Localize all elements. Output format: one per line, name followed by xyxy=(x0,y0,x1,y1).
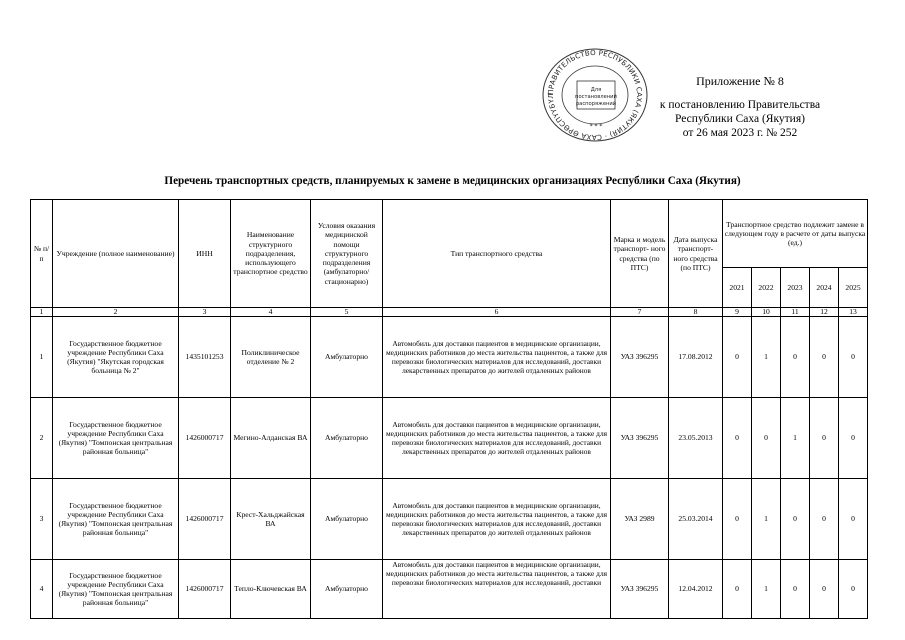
row-year-2025: 0 xyxy=(839,317,868,398)
column-number: 9 xyxy=(723,308,752,317)
row-year-2022: 1 xyxy=(752,317,781,398)
row-release-date: 23.05.2013 xyxy=(669,398,723,479)
vehicles-table xyxy=(30,199,868,619)
row-num: 2 xyxy=(31,398,53,479)
appendix-line-1: к постановлению Правительства xyxy=(659,99,821,111)
row-vehicle-type: Автомобиль для доставки пациентов в медицинские организации, медицинских работников до места жительства пациентов, а также для перевозки биологических материалов для исследований, доставки лекарственных препаратов до жителей отдаленных районов xyxy=(383,398,611,479)
row-division: Поликлиническое отделение № 2 xyxy=(231,317,311,398)
header-inn: ИНН xyxy=(179,200,231,308)
header-division: Наименование структурного подразделения, использующего транспортное средство xyxy=(231,200,311,308)
header-replacement: Транспортное средство подлежит замене в следующем году в расчете от даты выпуска (ед.) xyxy=(723,200,868,268)
row-institution: Государственное бюджетное учреждение Республики Саха (Якутия) "Томпонская центральная районная больница" xyxy=(53,398,179,479)
row-model: УАЗ 2989 xyxy=(611,479,669,560)
row-year-2024: 0 xyxy=(810,398,839,479)
table-row xyxy=(31,317,868,398)
row-year-2023: 0 xyxy=(781,560,810,619)
seal-center-line1: Для xyxy=(590,87,602,93)
column-number: 10 xyxy=(752,308,781,317)
row-year-2023: 0 xyxy=(781,317,810,398)
row-release-date: 12.04.2012 xyxy=(669,560,723,619)
row-inn: 1426000717 xyxy=(179,560,231,619)
header-conditions: Условия оказания медицинской помощи структурного подразделения (амбулаторно/ стационарно) xyxy=(311,200,383,308)
column-number: 5 xyxy=(311,308,383,317)
row-year-2023: 0 xyxy=(781,479,810,560)
row-year-2022: 1 xyxy=(752,560,781,619)
row-num: 3 xyxy=(31,479,53,560)
svg-text:* * *: * * * xyxy=(589,123,603,130)
row-vehicle-type-cell xyxy=(383,560,611,619)
column-number: 13 xyxy=(839,308,868,317)
column-number: 4 xyxy=(231,308,311,317)
row-vehicle-type: Автомобиль для доставки пациентов в медицинские организации, медицинских работников до места жительства пациентов, а также для перевозки биологических материалов для исследований, доставки лекарственных препаратов до жителей отдаленных районов xyxy=(383,317,611,398)
row-model: УАЗ 396295 xyxy=(611,398,669,479)
row-year-2024: 0 xyxy=(810,560,839,619)
header-vehicle-type: Тип транспортного средства xyxy=(383,200,611,308)
row-institution: Государственное бюджетное учреждение Республики Саха (Якутия) "Томпонская центральная районная больница" xyxy=(53,479,179,560)
header-year-2022: 2022 xyxy=(752,268,781,308)
table-row xyxy=(31,479,868,560)
document-title: Перечень транспортных средств, планируемых к замене в медицинских организациях Республики Саха (Якутия) xyxy=(164,175,741,187)
appendix-line-2: Республики Саха (Якутия) xyxy=(675,113,805,125)
row-release-date: 25.03.2014 xyxy=(669,479,723,560)
column-number: 8 xyxy=(669,308,723,317)
row-year-2025: 0 xyxy=(839,398,868,479)
row-year-2022: 0 xyxy=(752,398,781,479)
row-inn: 1426000717 xyxy=(179,398,231,479)
row-year-2023: 1 xyxy=(781,398,810,479)
row-year-2022: 1 xyxy=(752,479,781,560)
seal-center-line3: распоряжений xyxy=(575,101,617,107)
header-release-date: Дата выпуска транспорт- ного средства (по ПТС) xyxy=(669,200,723,308)
header-year-2023: 2023 xyxy=(781,268,810,308)
column-number: 1 xyxy=(31,308,53,317)
appendix-number: Приложение № 8 xyxy=(696,74,784,88)
row-institution: Государственное бюджетное учреждение Республики Саха (Якутия) "Якутская городская больница № 2" xyxy=(53,317,179,398)
row-conditions: Амбулаторно xyxy=(311,317,383,398)
column-number: 12 xyxy=(810,308,839,317)
column-number: 3 xyxy=(179,308,231,317)
row-num: 4 xyxy=(31,560,53,619)
row-vehicle-type: Автомобиль для доставки пациентов в медицинские организации, медицинских работников до места жительства пациентов, а также для перевозки биологических материалов для исследований, доставки лекарственных препаратов до жителей отдаленных районов xyxy=(383,479,611,560)
header-year-2024: 2024 xyxy=(810,268,839,308)
row-institution: Государственное бюджетное учреждение Республики Саха (Якутия) "Томпонская центральная районная больница" xyxy=(53,560,179,619)
row-year-2021: 0 xyxy=(723,560,752,619)
row-conditions: Амбулаторно xyxy=(311,479,383,560)
appendix-line-3: от 26 мая 2023 г. № 252 xyxy=(682,127,798,139)
row-year-2024: 0 xyxy=(810,479,839,560)
official-seal-stamp xyxy=(541,48,649,142)
row-year-2025: 0 xyxy=(839,479,868,560)
row-model: УАЗ 396295 xyxy=(611,560,669,619)
row-inn: 1435101253 xyxy=(179,317,231,398)
header-year-2025: 2025 xyxy=(839,268,868,308)
row-division: Тепло-Ключевская ВА xyxy=(231,560,311,619)
column-number: 11 xyxy=(781,308,810,317)
header-model: Марка и модель транспорт- ного средства (по ПТС) xyxy=(611,200,669,308)
row-division: Крест-Хальджайская ВА xyxy=(231,479,311,560)
row-division: Мегино-Алданская ВА xyxy=(231,398,311,479)
header-num: № п/п xyxy=(31,200,53,308)
table-row xyxy=(31,398,868,479)
column-number: 7 xyxy=(611,308,669,317)
seal-ring-text: ПРАВИТЕЛЬСТВО РЕСПУБЛИКИ САХА (ЯКУТИЯ) · САХА ӨРӨСПҮҮБҮЛ xyxy=(546,48,644,142)
row-model: УАЗ 396295 xyxy=(611,317,669,398)
column-number: 6 xyxy=(383,308,611,317)
table-row xyxy=(31,560,868,619)
row-conditions: Амбулаторно xyxy=(311,398,383,479)
row-num: 1 xyxy=(31,317,53,398)
seal-center-line2: постановлений xyxy=(575,94,617,100)
row-year-2021: 0 xyxy=(723,398,752,479)
row-release-date: 17.08.2012 xyxy=(669,317,723,398)
row-year-2021: 0 xyxy=(723,479,752,560)
row-inn: 1426000717 xyxy=(179,479,231,560)
row-year-2021: 0 xyxy=(723,317,752,398)
column-number-row xyxy=(31,308,868,317)
header-year-2021: 2021 xyxy=(723,268,752,308)
header-institution: Учреждение (полное наименование) xyxy=(53,200,179,308)
column-number: 2 xyxy=(53,308,179,317)
row-year-2025: 0 xyxy=(839,560,868,619)
appendix-header xyxy=(640,74,840,140)
row-year-2024: 0 xyxy=(810,317,839,398)
row-conditions: Амбулаторно xyxy=(311,560,383,619)
row-vehicle-type: Автомобиль для доставки пациентов в медицинские организации, медицинских работников до места жительства пациентов, а также для перевозки биологических материалов для исследований, доставки xyxy=(385,560,608,587)
